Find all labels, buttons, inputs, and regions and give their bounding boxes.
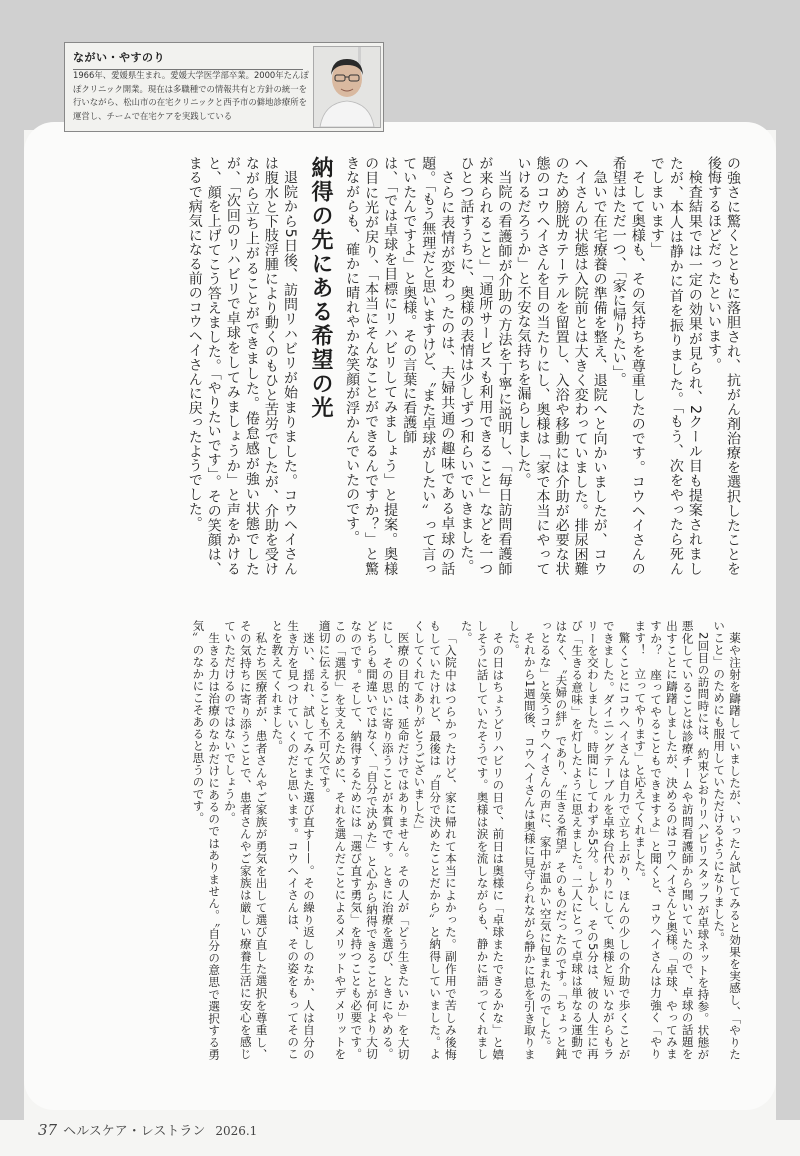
article-tier-upper [62,156,742,576]
paragraph: 急いで在宅療養の準備を整え、退院へと向かいましたが、コウヘイさんの状態は入院前とは大きく変わっていました。排尿困難のため膀胱カテーテルを留置し、入浴や移動には介助が必要な状態のコウヘイさんを目の当たりにし、奥様は「家で本当にやっていけるだろうか」と不安な気持ちを漏らしました。 [515,156,608,576]
paragraph: 当院の看護師が介助の方法を丁寧に説明し、「毎日訪問看護師が来られること」「通所サービスも利用できること」などを一つひとつ話すうちに、奥様の表情は少しずつ和らいでいきました。 [458,156,513,576]
paragraph: 「入院中はつらかったけど、家に帰れて本当によかった。副作用で苦しみ後悔もしていたけれど、最後は〝自分で決めたことだから〟と納得していました。よくしてくれてありがとうございました」 [412,620,458,1060]
paragraph: 迷い、揺れ、試してみてまた選び直す——。その繰り返しのなか、人は自分の生き方を見つけていくのだと思います。コウヘイさんは、その姿をもってそのことを教えてくれました。 [270,620,316,1060]
author-portrait-icon [314,47,380,127]
magazine-name: ヘルスケア・レストラン [63,1124,206,1139]
page-footer [38,1120,257,1139]
paragraph: 生きる力は治療のなかだけにあるのではありません。〝自分の意思で選択する勇気〟のなかにこそあると思うのです。 [191,620,222,1060]
author-name: ながい・やすのり [73,49,303,70]
article-tier-lower [62,620,742,1060]
paragraph: の強さに驚くとともに落胆され、抗がん剤治療を選択したことを後悔するほどだったといいます。 [705,156,741,576]
paragraph: その日はちょうどリハビリの日で、前日は奥様に「卓球またできるかな」と嬉しそうに話していたそうです。奥様は涙を流しながらも、静かに語ってくれました。 [459,620,506,1060]
paragraph: それから1週間後、コウヘイさんは奥様に見守られながら静かに息を引き取りました。 [507,620,537,1060]
paragraph: 検査結果では一定の効果が見られ、2クール目も提案されましたが、本人は静かに首を振りました。「もう、次をやったら死んでしまいます」 [648,156,703,576]
page-number: 37 [38,1121,58,1139]
paragraph: そして奥様も、その気持ちを尊重したのです。コウヘイさんの希望はただ一つ、「家に帰りたい」。 [610,156,646,576]
paragraph: 医療の目的は、延命だけではありません。その人が「どう生きたいか」を大切にし、その思いに寄り添うことが本質です。ときに治療を選び、ときにやめる。どちらも間違いではなく、「自分で決めた」と心から納得できることが何より大切なのです。そして、納得するためには「選び直す勇気」を持つことも必要です。この「選択」を支えるために、それを選んだことによるメリットやデメリットを適切に伝えることも不可欠です。 [317,620,411,1060]
page-right-margin [776,130,800,1120]
author-bio: 1966年、愛媛県生まれ。愛媛大学医学部卒業。2000年たんぽぽクリニック開業。現在は多職種での情報共有と方針の統一を行いながら、松山市の在宅クリニックと西予市の僻地診療所を運営し、チームで在宅ケアを実践している [73,70,309,121]
paragraph: 薬や注射を躊躇していましたが、いったん試してみると効果を実感し、「やりたいこと」のためにも服用していただけるようになりました。 [712,620,742,1060]
paragraph: 退院から5日後、訪問リハビリが始まりました。コウヘイさんは腹水と下肢浮腫により動くのもひと苦労でしたが、介助を受けながら立ち上がることができました。倦怠感が強い状態でしたが、「次回のリハビリで卓球をしてみましょうか」と声をかけると、顔を上げてこう答えました。「やりたいです」。その笑顔は、まるで病気になる前のコウヘイさんに戻ったようでした。 [186,156,298,576]
article-body [62,150,742,1080]
paragraph: は、「では卓球を目標にリハビリしてみましょう」と提案。奥様の目に光が戻り、「本当にそんなことができるんですか？」と驚きながらも、確かに晴れやかな笑顔が浮かんでいたのです。 [344,156,399,576]
author-profile-box [64,42,384,132]
page-left-margin [0,130,24,1120]
paragraph: 驚くことにコウヘイさんは自力で立ち上がり、ほんの少しの介助で歩くことができました。ダイニングテーブルを卓球台代わりにして、奥様と短いながらもラリーを交わしました。時間にしてわずか5分。しかし、その5分は、彼の人生に再び「生きる意味」を灯したように思えました。二人にとって卓球は単なる運動ではなく、〝夫婦の絆〟であり、〝生きる希望〟そのものだったのです。「ちょっと鈍っとるな」と笑うコウヘイさんの声に、家中が温かい空気に包まれたのでした。 [538,620,632,1060]
paragraph: 2回目の訪問時には、約束どおりリハビリスタッフが卓球ネットを持参。状態が悪化していることは診療チームや訪問看護師から聞いていたので、卓球の話題を出すことに躊躇しましたが、決めるのはコウヘイさんと奥様。「卓球、やってみますか？ 座ってやることもできますよ」と聞くと、コウヘイさんは力強く「やります！ 立ってやります」と応えてくれました。 [633,620,711,1060]
section-heading: 納得の先にある希望の光 [308,156,334,420]
paragraph: さらに表情が変わったのは、夫婦共通の趣味である卓球の話題。「もう無理だと思いますけど、〝また卓球がしたい〟って言っていたんですよ」と奥様。その言葉に看護師 [401,156,456,576]
author-photo [313,46,381,128]
paragraph: 私たち医療者が、患者さんやご家族が勇気を出して選び直した選択を尊重し、その気持ちに寄り添うことで、患者さんやご家族は厳しい療養生活に安心を感じていただけるのではないでしょうか。 [223,620,269,1060]
issue-date: 2026.1 [215,1124,258,1138]
